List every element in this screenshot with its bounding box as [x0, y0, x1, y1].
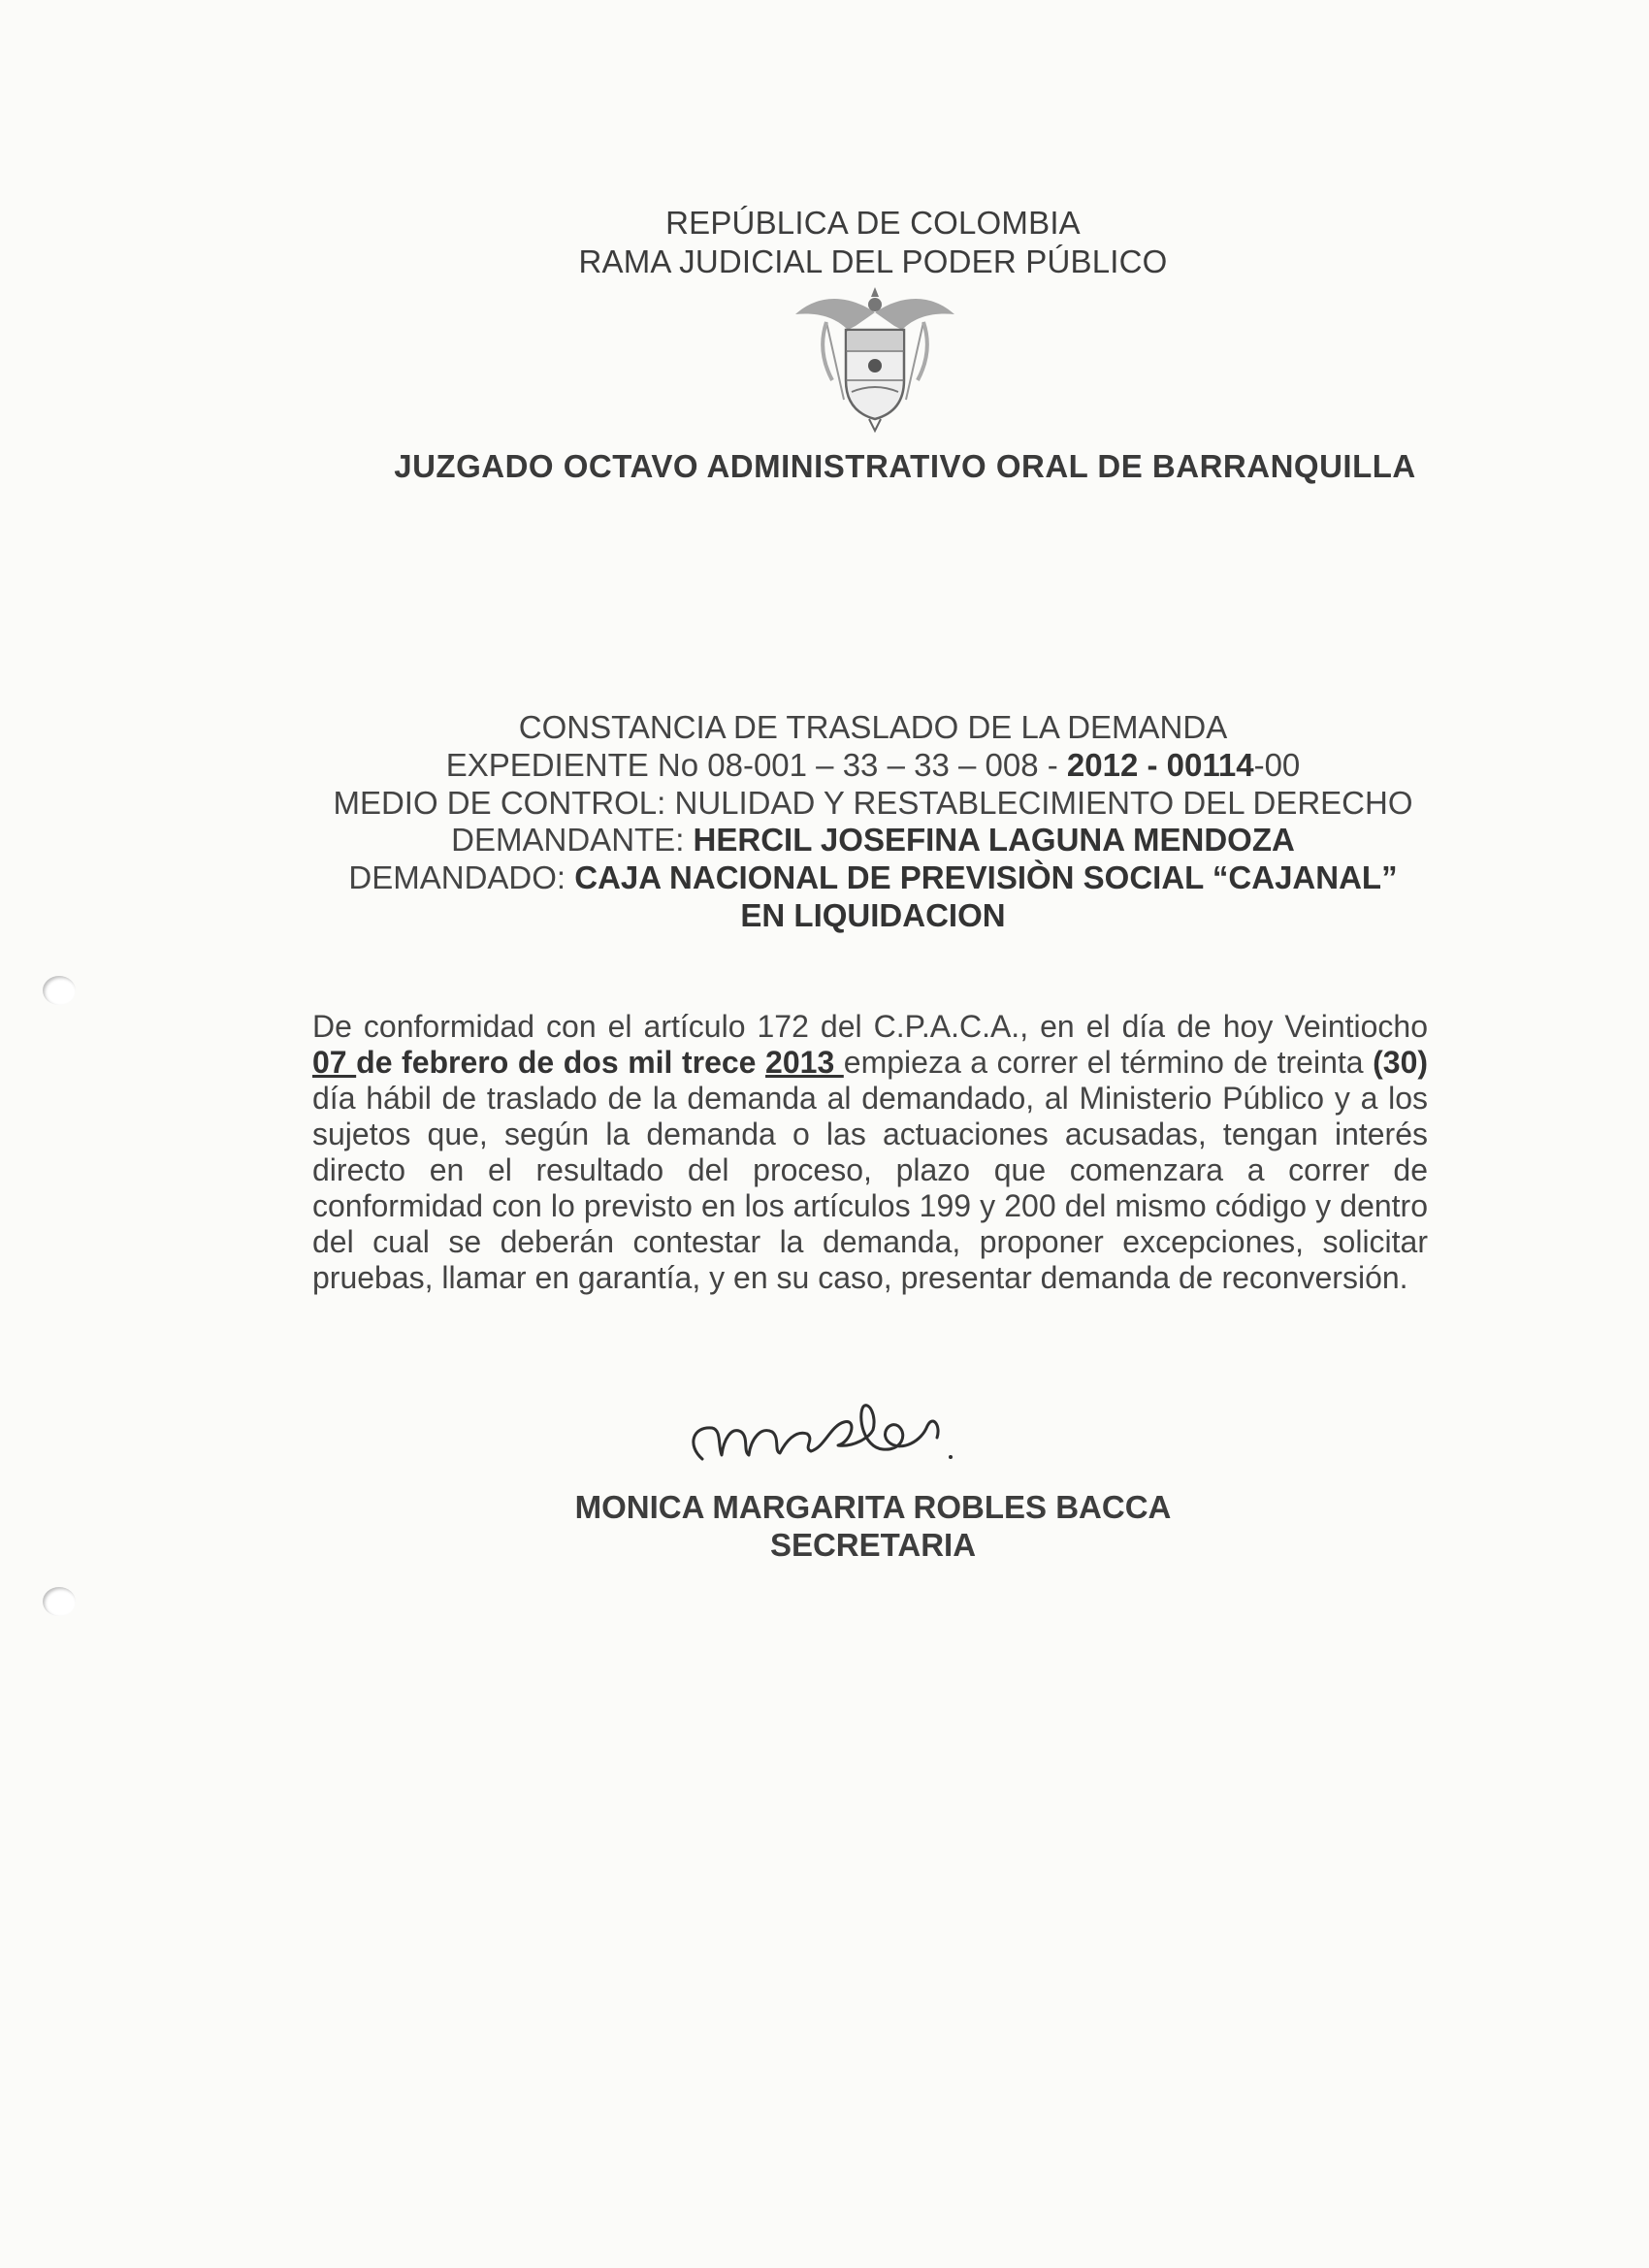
header-country: REPÚBLICA DE COLOMBIA: [665, 205, 1081, 241]
punch-hole: [43, 1587, 76, 1616]
case-number-suffix: -00: [1253, 747, 1301, 783]
defendant-continued: [0, 896, 1649, 934]
case-number-year: 2012: [1066, 747, 1139, 783]
document-title: CONSTANCIA DE TRASLADO DE LA DEMANDA: [518, 709, 1228, 745]
coat-of-arms-icon: [788, 283, 962, 438]
body-days-number: (30): [1373, 1045, 1429, 1080]
body-part-1: De conformidad con el artículo 172 del C.P.A.C.A., en el día de hoy Veintiocho: [312, 1009, 1428, 1044]
case-number-id: 00114: [1166, 747, 1254, 783]
body-part-5: día hábil de traslado de la demanda al demandado, al Ministerio Público y a los sujetos que, según la demanda o las actuaciones acusadas, tengan interés directo en el resultado del proceso, plazo que comenzara a correr de conformidad con lo previsto en los artículos 199 y 200 del mismo código y dentro del cual se deberán contestar la demanda, proponer excepciones, solicitar pruebas, llamar en garantía, y en su caso, presentar demanda de reconversión.: [312, 1081, 1428, 1295]
signer-name: MONICA MARGARITA ROBLES BACCA: [574, 1489, 1172, 1525]
body-date-text: de febrero de dos mil trece: [356, 1045, 757, 1080]
case-number: [0, 746, 1649, 784]
body-part-4: empieza a correr el término de treinta: [843, 1045, 1374, 1080]
plaintiff: [0, 821, 1649, 859]
header-branch: RAMA JUDICIAL DEL PODER PÚBLICO: [578, 243, 1168, 279]
case-number-label: EXPEDIENTE No 08-001 – 33 – 33 – 008 -: [445, 747, 1067, 783]
plaintiff-name: HERCIL JOSEFINA LAGUNA MENDOZA: [693, 822, 1295, 858]
defendant-name-line2: EN LIQUIDACION: [740, 897, 1006, 933]
plaintiff-label: DEMANDANTE:: [451, 822, 694, 858]
defendant: [0, 859, 1649, 896]
punch-hole: [43, 976, 76, 1005]
handwritten-signature-icon: [679, 1387, 1028, 1474]
body-year: 2013: [765, 1045, 844, 1080]
defendant-label: DEMANDADO:: [348, 859, 575, 895]
control-medium: MEDIO DE CONTROL: NULIDAD Y RESTABLECIMIENTO DEL DERECHO: [333, 785, 1413, 821]
body-spacer: [756, 1045, 765, 1080]
court-name: JUZGADO OCTAVO ADMINISTRATIVO ORAL DE BARRANQUILLA: [394, 448, 1416, 484]
body-day: 07: [312, 1045, 357, 1080]
body-paragraph: [312, 1009, 1428, 1296]
case-number-sep: -: [1138, 747, 1167, 783]
signer-role: SECRETARIA: [769, 1527, 977, 1563]
defendant-name: CAJA NACIONAL DE PREVISIÒN SOCIAL “CAJANAL”: [574, 859, 1398, 895]
